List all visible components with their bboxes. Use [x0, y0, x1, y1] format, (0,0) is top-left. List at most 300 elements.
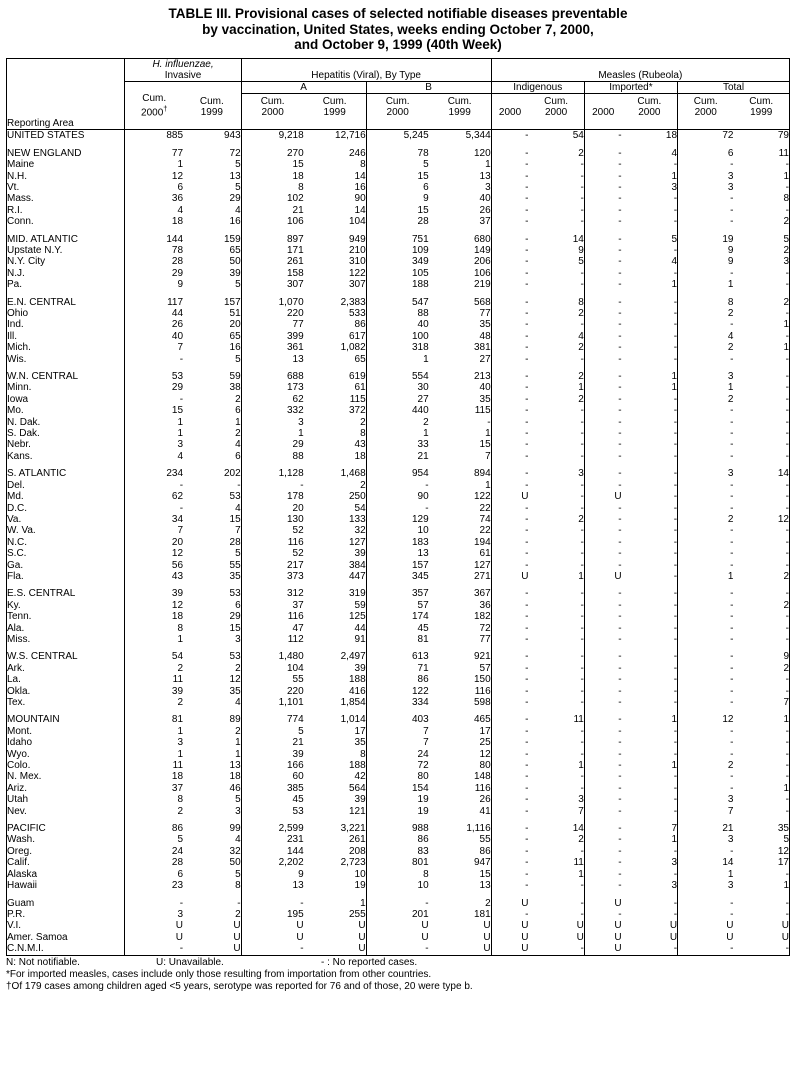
- row-value: -: [673, 651, 678, 663]
- row-value: 1,116: [466, 823, 491, 835]
- row-value: 29: [125, 382, 183, 393]
- row-value: -: [678, 216, 734, 227]
- row-value: 2: [678, 394, 734, 405]
- row-value: 20: [229, 319, 241, 331]
- row-value: 5: [733, 234, 789, 245]
- row-value: -: [673, 353, 678, 365]
- row-value: 8: [366, 869, 429, 880]
- header-rule-1: [125, 118, 183, 130]
- header-measles: Measles (Rubeola): [491, 58, 789, 81]
- row-value: -: [580, 908, 584, 920]
- row-value: 15: [479, 439, 491, 451]
- row-value: -: [673, 771, 678, 783]
- row-value: -: [673, 296, 678, 308]
- row-value: 44: [354, 622, 366, 634]
- row-value: -: [491, 503, 528, 514]
- row-value: 40: [479, 193, 491, 205]
- row-value: 78: [125, 245, 183, 256]
- row-value: 183: [366, 537, 429, 548]
- row-value: 154: [366, 783, 429, 794]
- row-value: 157: [223, 296, 241, 308]
- row-value: -: [580, 897, 584, 909]
- row-value: 90: [366, 491, 429, 502]
- row-value: -: [584, 663, 621, 674]
- row-value: 83: [366, 846, 429, 857]
- row-value: -: [673, 868, 678, 880]
- row-area-label: Guam: [7, 898, 125, 909]
- row-value: 2: [678, 514, 734, 525]
- row-value: 2: [235, 428, 241, 440]
- row-value: -: [491, 394, 528, 405]
- row-value: -: [673, 342, 678, 354]
- row-value: 116: [474, 685, 491, 697]
- row-value: U: [183, 943, 241, 955]
- row-area-label: Ohio: [7, 308, 125, 319]
- row-value: -: [733, 686, 789, 697]
- table-row: [7, 600, 790, 611]
- row-value: -: [733, 159, 789, 170]
- row-value: 1: [733, 171, 789, 182]
- row-value: 12: [678, 714, 734, 725]
- row-value: -: [584, 909, 621, 920]
- row-value: 208: [348, 845, 366, 857]
- row-value: 62: [241, 394, 304, 405]
- table-row: [7, 634, 790, 645]
- row-value: 79: [733, 130, 789, 142]
- row-value: 56: [125, 560, 183, 571]
- row-area-label: Conn.: [7, 216, 125, 227]
- row-area-label: Amer. Samoa: [7, 932, 125, 943]
- row-value: -: [580, 450, 584, 462]
- row-area-label: Wis.: [7, 354, 125, 365]
- row-value: 1: [125, 428, 183, 439]
- row-value: 181: [473, 908, 491, 920]
- table-row: [7, 171, 790, 182]
- row-area-label: Ala.: [7, 623, 125, 634]
- row-value: -: [584, 588, 621, 599]
- row-value: -: [678, 491, 734, 502]
- row-value: 2: [678, 308, 734, 319]
- row-value: 29: [125, 268, 183, 279]
- row-value: -: [678, 737, 734, 748]
- header-rule-3: [241, 118, 304, 130]
- header-total-cum1999: Cum. 1999: [733, 93, 789, 118]
- row-value: 1: [671, 371, 678, 383]
- row-value: 43: [354, 439, 366, 451]
- row-value: 18: [229, 771, 241, 783]
- row-value: -: [733, 331, 789, 342]
- row-value: -: [584, 857, 621, 868]
- row-value: 32: [354, 525, 366, 537]
- row-value: 18: [354, 450, 366, 462]
- header-hflu-cum1999: Cum. 1999: [199, 96, 224, 119]
- row-area-label: Oreg.: [7, 846, 125, 857]
- row-value: -: [673, 622, 678, 634]
- row-area-label: MID. ATLANTIC: [7, 234, 125, 245]
- row-value: 72: [366, 760, 429, 771]
- row-value: 32: [229, 845, 241, 857]
- row-value: U: [358, 920, 366, 932]
- row-value: -: [580, 181, 584, 193]
- row-value: 37: [479, 216, 491, 228]
- row-value: -: [584, 794, 621, 805]
- row-value: 307: [241, 279, 304, 290]
- row-area-label: Wash.: [7, 834, 125, 845]
- row-value: -: [678, 611, 734, 622]
- row-value: -: [584, 480, 621, 491]
- row-value: 36: [125, 193, 183, 204]
- row-value: 2: [733, 297, 789, 308]
- table-row: [7, 623, 790, 634]
- row-value: -: [491, 405, 528, 416]
- table-row: [7, 319, 790, 330]
- row-value: 2: [125, 663, 183, 674]
- row-value: -: [584, 439, 621, 450]
- row-value: 1: [360, 897, 366, 909]
- header-hepatitis: Hepatitis (Viral), By Type: [241, 58, 491, 81]
- row-value: 102: [241, 193, 304, 204]
- row-value: 28: [125, 256, 183, 267]
- row-value: 10: [366, 525, 429, 536]
- header-rule-7: [491, 118, 528, 130]
- row-value: 12: [229, 674, 241, 686]
- row-value: 8: [360, 428, 366, 440]
- row-value: 39: [229, 267, 241, 279]
- row-value: 38: [229, 382, 241, 394]
- row-value: 11: [573, 714, 584, 726]
- row-value: 15: [241, 159, 304, 170]
- row-value: 12: [733, 846, 789, 857]
- table-row: [7, 428, 790, 439]
- row-value: 53: [241, 806, 304, 817]
- row-value: 319: [348, 588, 366, 600]
- row-value: -: [491, 783, 528, 794]
- row-value: 55: [241, 674, 304, 685]
- row-value: 127: [473, 559, 491, 571]
- row-value: -: [673, 393, 678, 405]
- table-row: [7, 686, 790, 697]
- row-area-label: NEW ENGLAND: [7, 148, 125, 159]
- row-value: 8: [360, 748, 366, 760]
- row-area-label: Maine: [7, 159, 125, 170]
- row-value: 12: [733, 514, 789, 525]
- row-value: 1: [125, 749, 183, 760]
- row-value: 7: [485, 450, 491, 462]
- row-value: -: [673, 193, 678, 205]
- row-value: -: [733, 909, 789, 920]
- row-area-label: Miss.: [7, 634, 125, 645]
- row-value: -: [491, 319, 528, 330]
- row-value: -: [584, 611, 621, 622]
- row-value: 13: [479, 170, 491, 182]
- row-value: -: [733, 268, 789, 279]
- row-value: 10: [354, 868, 366, 880]
- row-value: 381: [473, 342, 491, 354]
- row-value: -: [584, 216, 621, 227]
- row-value: 150: [473, 674, 491, 686]
- table-row: [7, 783, 790, 794]
- row-value: -: [678, 205, 734, 216]
- row-area-label: E.S. CENTRAL: [7, 588, 125, 599]
- row-value: -: [491, 331, 528, 342]
- header-hflu-spacer: [125, 81, 241, 93]
- row-area-label: Kans.: [7, 451, 125, 462]
- table-row: [7, 920, 790, 931]
- row-value: 261: [241, 256, 304, 267]
- row-value: U: [304, 943, 367, 955]
- row-value: -: [733, 634, 789, 645]
- row-value: -: [733, 480, 789, 491]
- row-value: 1: [733, 319, 789, 330]
- row-value: 2: [578, 308, 584, 320]
- table-body: [7, 130, 790, 955]
- row-value: 21: [241, 205, 304, 216]
- row-value: 53: [229, 491, 241, 503]
- row-value: 1: [578, 382, 584, 394]
- row-value: -: [491, 771, 528, 782]
- row-value: -: [491, 417, 528, 428]
- row-area-label: Fla.: [7, 571, 125, 582]
- row-value: 8: [578, 296, 584, 308]
- row-value: 7: [366, 737, 429, 748]
- row-value: -: [491, 205, 528, 216]
- row-value: -: [584, 428, 621, 439]
- row-value: -: [673, 405, 678, 417]
- row-value: -: [491, 297, 528, 308]
- row-area-label: N.J.: [7, 268, 125, 279]
- row-value: 65: [354, 353, 366, 365]
- row-value: 11: [125, 674, 183, 685]
- row-value: -: [580, 267, 584, 279]
- row-value: 2: [578, 834, 584, 846]
- row-value: -: [584, 171, 621, 182]
- row-value: -: [733, 611, 789, 622]
- row-value: U: [584, 571, 621, 582]
- row-value: 8: [125, 794, 183, 805]
- row-value: -: [733, 503, 789, 514]
- row-value: 45: [366, 623, 429, 634]
- row-value: 182: [473, 611, 491, 623]
- row-value: -: [584, 823, 621, 834]
- row-value: -: [491, 749, 528, 760]
- row-value: 72: [229, 147, 241, 159]
- row-value: 2: [733, 600, 789, 611]
- row-value: -: [491, 428, 528, 439]
- header-rule-6: [429, 118, 492, 130]
- row-value: -: [125, 480, 183, 491]
- row-value: 2: [235, 662, 241, 674]
- row-value: 45: [241, 794, 304, 805]
- table-row: [7, 749, 790, 760]
- header-rule-8: [528, 118, 584, 130]
- row-value: 40: [479, 382, 491, 394]
- row-value: -: [678, 600, 734, 611]
- row-value: 26: [125, 319, 183, 330]
- row-value: 6: [678, 148, 734, 159]
- row-value: 2: [366, 417, 429, 428]
- row-value: -: [584, 760, 621, 771]
- row-value: 33: [366, 439, 429, 450]
- table-row: [7, 130, 790, 142]
- row-value: 3: [671, 880, 678, 892]
- row-area-label: Tenn.: [7, 611, 125, 622]
- row-value: 81: [125, 714, 183, 725]
- row-value: 1: [125, 726, 183, 737]
- table-row: [7, 491, 790, 502]
- table-row: [7, 823, 790, 834]
- row-value: 8: [733, 193, 789, 204]
- row-value: 59: [354, 599, 366, 611]
- row-value: 2: [678, 760, 734, 771]
- row-value: 220: [241, 308, 304, 319]
- row-value: 1: [241, 428, 304, 439]
- header-imported-cum2000: Cum. 2000: [637, 96, 662, 119]
- row-area-label: E.N. CENTRAL: [7, 297, 125, 308]
- table-row: [7, 525, 790, 536]
- row-value: 5: [125, 834, 183, 845]
- row-value: 1: [366, 428, 429, 439]
- row-value: 50: [229, 256, 241, 268]
- row-value: 39: [354, 662, 366, 674]
- row-value: -: [733, 548, 789, 559]
- row-value: -: [678, 686, 734, 697]
- row-value: 115: [349, 393, 366, 405]
- row-value: -: [491, 148, 528, 159]
- footnote-dash: - : No reported cases.: [321, 956, 418, 968]
- row-value: -: [580, 216, 584, 228]
- row-value: U: [429, 943, 492, 955]
- row-value: 774: [241, 714, 304, 725]
- row-value: 26: [479, 204, 491, 216]
- row-value: -: [584, 130, 621, 142]
- row-value: -: [733, 869, 789, 880]
- row-value: 17: [354, 725, 366, 737]
- row-value: 598: [473, 697, 491, 709]
- row-value: -: [673, 570, 678, 582]
- row-value: 125: [348, 611, 366, 623]
- row-value: -: [584, 405, 621, 416]
- row-value: 35: [354, 737, 366, 749]
- row-value: 41: [479, 805, 491, 817]
- row-value: -: [584, 417, 621, 428]
- table-row: [7, 909, 790, 920]
- row-value: -: [678, 771, 734, 782]
- table-row: [7, 697, 790, 708]
- row-value: 3: [678, 468, 734, 479]
- row-value: -: [673, 159, 678, 171]
- row-area-label: Nev.: [7, 806, 125, 817]
- row-value: 36: [479, 599, 491, 611]
- table-row: [7, 342, 790, 353]
- row-value: 15: [366, 171, 429, 182]
- row-value: -: [491, 439, 528, 450]
- row-value: 5,245: [366, 130, 429, 142]
- row-value: 171: [241, 245, 304, 256]
- row-value: 174: [366, 611, 429, 622]
- row-value: U: [483, 920, 491, 932]
- row-value: -: [673, 697, 678, 709]
- row-value: 231: [241, 834, 304, 845]
- row-value: 3: [678, 834, 734, 845]
- row-area-label: La.: [7, 674, 125, 685]
- row-value: 1: [125, 634, 183, 645]
- row-area-label: W.S. CENTRAL: [7, 651, 125, 662]
- row-value: -: [584, 148, 621, 159]
- table-row: [7, 417, 790, 428]
- row-value: -: [580, 880, 584, 892]
- table-row: [7, 588, 790, 599]
- row-value: 9: [125, 279, 183, 290]
- row-value: 115: [474, 405, 491, 417]
- row-value: 1: [485, 159, 491, 171]
- row-value: -: [125, 394, 183, 405]
- row-value: -: [678, 268, 734, 279]
- row-value: 14: [572, 233, 584, 245]
- row-value: U: [491, 920, 528, 931]
- row-value: -: [678, 588, 734, 599]
- row-value: -: [580, 588, 584, 600]
- row-area-label: Iowa: [7, 394, 125, 405]
- row-value: 18: [241, 171, 304, 182]
- table-row: [7, 880, 790, 891]
- row-value: -: [678, 726, 734, 737]
- row-value: -: [491, 256, 528, 267]
- row-value: 195: [241, 909, 304, 920]
- row-value: 104: [348, 216, 366, 228]
- row-value: -: [584, 634, 621, 645]
- row-value: -: [673, 908, 678, 920]
- row-value: 1: [733, 342, 789, 353]
- row-value: 34: [125, 514, 183, 525]
- row-value: -: [584, 503, 621, 514]
- row-value: -: [673, 244, 678, 256]
- table-footnotes: [6, 957, 790, 993]
- row-value: U: [491, 571, 528, 582]
- row-area-label: Okla.: [7, 686, 125, 697]
- row-value: 18: [665, 130, 678, 142]
- row-value: -: [580, 536, 584, 548]
- row-value: -: [491, 834, 528, 845]
- table-row: [7, 297, 790, 308]
- row-value: 116: [241, 611, 304, 622]
- row-value: 9,218: [241, 130, 304, 142]
- row-value: 6: [125, 182, 183, 193]
- row-value: 15: [479, 868, 491, 880]
- row-value: U: [678, 920, 734, 931]
- row-value: -: [584, 600, 621, 611]
- row-value: 617: [348, 330, 366, 342]
- row-value: 1: [671, 714, 678, 726]
- row-value: 35: [479, 319, 491, 331]
- row-value: -: [733, 405, 789, 416]
- table-row: [7, 468, 790, 479]
- row-value: 5: [235, 868, 241, 880]
- header-hflu-cum2000: Cum. 2000†: [125, 93, 183, 118]
- row-value: -: [580, 204, 584, 216]
- row-value: -: [491, 268, 528, 279]
- row-value: -: [673, 805, 678, 817]
- row-value: 3: [733, 256, 789, 267]
- row-value: -: [125, 943, 183, 955]
- row-value: 1: [235, 737, 241, 749]
- row-value: 1: [125, 159, 183, 170]
- row-value: 385: [241, 783, 304, 794]
- row-value: 217: [241, 560, 304, 571]
- table-row: [7, 193, 790, 204]
- row-value: 206: [473, 256, 491, 268]
- row-value: 12,716: [335, 130, 366, 142]
- row-value: 943: [223, 130, 241, 142]
